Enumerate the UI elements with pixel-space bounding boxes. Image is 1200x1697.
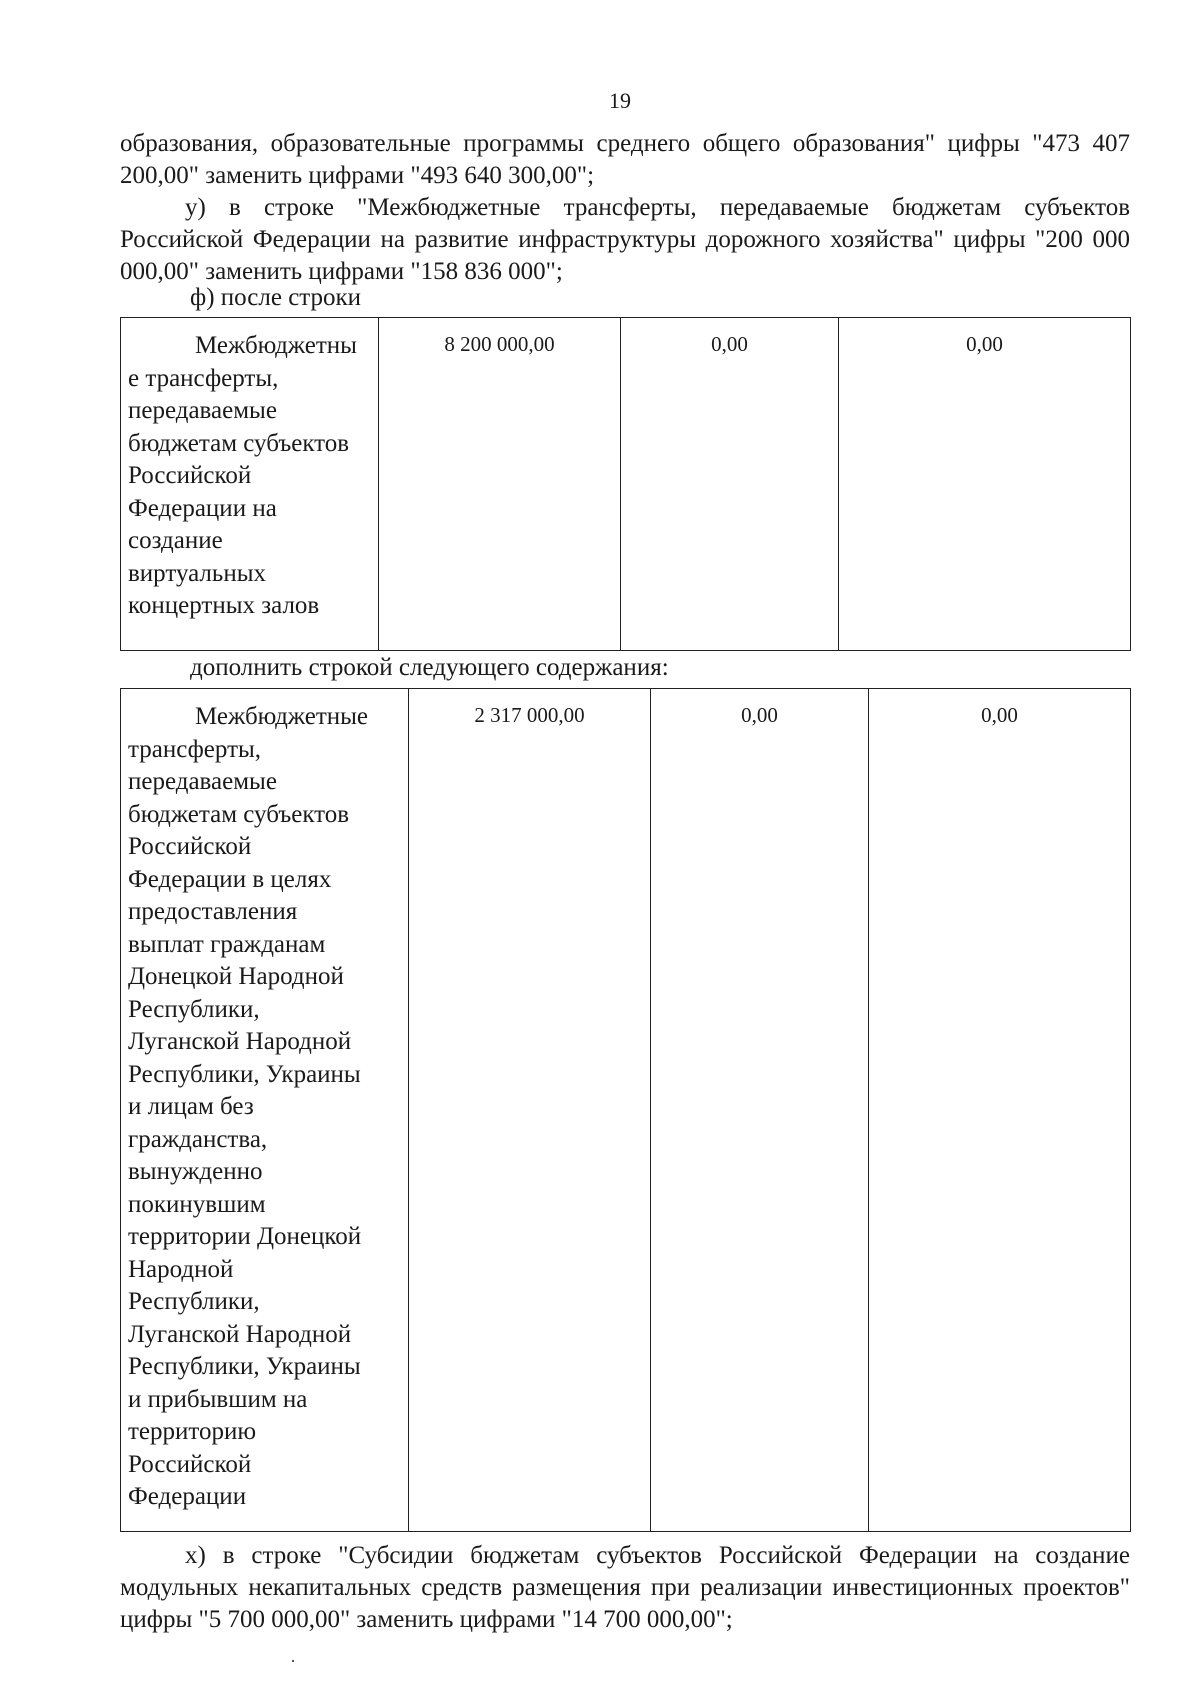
description-line: выплат гражданам (128, 930, 326, 958)
amount-cell: 0,00 (839, 318, 1131, 651)
description-line: Республики, Украины (128, 1353, 361, 1380)
description-line: Республики, (128, 995, 260, 1023)
amount-cell: 0,00 (869, 689, 1131, 1532)
description-line: Российской (128, 833, 252, 860)
table-row (121, 318, 1131, 651)
description-line: концертных залов (128, 592, 320, 619)
paragraph-item-u: у) в строке "Межбюджетные трансферты, передаваемые бюджетам субъектов Российской Федерации на развитие инфраструктуры дорожного хозяйства" цифры "200 000 000,00" заменить цифрами "158 836 000"; (120, 194, 1130, 285)
page-number: 19 (609, 88, 631, 113)
table-row (121, 689, 1131, 1532)
description-line: передаваемые (128, 768, 277, 795)
description-line: Межбюджетные (195, 703, 369, 730)
description-line: Донецкой Народной (128, 963, 344, 990)
description-line: бюджетам субъектов (128, 800, 350, 828)
description-line: гражданства, (128, 1125, 268, 1153)
description-line: вынужденно (128, 1158, 263, 1185)
amount-cell: 0,00 (651, 689, 869, 1532)
description-line: е трансферты, (128, 364, 279, 392)
description-line: территорию (128, 1418, 257, 1445)
description-line: Федерации в целях (128, 865, 332, 893)
description-line: Российской (128, 1450, 252, 1478)
paragraph-item-kh: х) в строке "Субсидии бюджетам субъектов Российской Федерации на создание модульных некапитальных средств размещения при реализации инвестиционных проектов" цифры "5 700 000,00" заменить цифрами "14 700 000,00"; (120, 1542, 1130, 1633)
description-line: Республики, (128, 1288, 260, 1315)
description-line: Федерации (128, 1483, 247, 1510)
paragraph-item-f-label: ф) после строки (190, 284, 362, 311)
amount-cell: 0,00 (621, 318, 839, 651)
description-line: создание (128, 527, 223, 554)
description-line: и прибывшим на (128, 1385, 308, 1413)
description-line: Республики, Украины (128, 1060, 361, 1088)
description-line: территории Донецкой (128, 1223, 362, 1250)
amount-cell: 8 200 000,00 (379, 318, 621, 651)
description-line: Межбюджетны (195, 332, 357, 359)
description-line: Луганской Народной (128, 1028, 352, 1055)
description-line: Народной (128, 1255, 234, 1283)
description-line: трансферты, (128, 735, 262, 763)
table-new-row (120, 688, 1131, 1532)
description-line: виртуальных (128, 559, 266, 587)
scan-speck (292, 1660, 294, 1662)
table-after-row (120, 317, 1131, 651)
amount-cell: 2 317 000,00 (409, 689, 651, 1532)
description-line: Федерации на (128, 494, 277, 522)
description-line: бюджетам субъектов (128, 429, 350, 457)
paragraph-continuation: образования, образовательные программы среднего общего образования" цифры "473 407 200,00" заменить цифрами "493 640 300,00"; (120, 130, 1130, 189)
description-line: передаваемые (128, 397, 277, 424)
paragraph-add-row-label: дополнить строкой следующего содержания: (190, 654, 669, 681)
description-line: покинувшим (128, 1190, 266, 1218)
row-description-cell (121, 318, 379, 651)
description-line: и лицам без (128, 1093, 254, 1120)
description-line: Российской (128, 462, 252, 489)
row-description-cell (121, 689, 409, 1532)
description-line: Луганской Народной (128, 1320, 352, 1348)
description-line: предоставления (128, 898, 298, 925)
